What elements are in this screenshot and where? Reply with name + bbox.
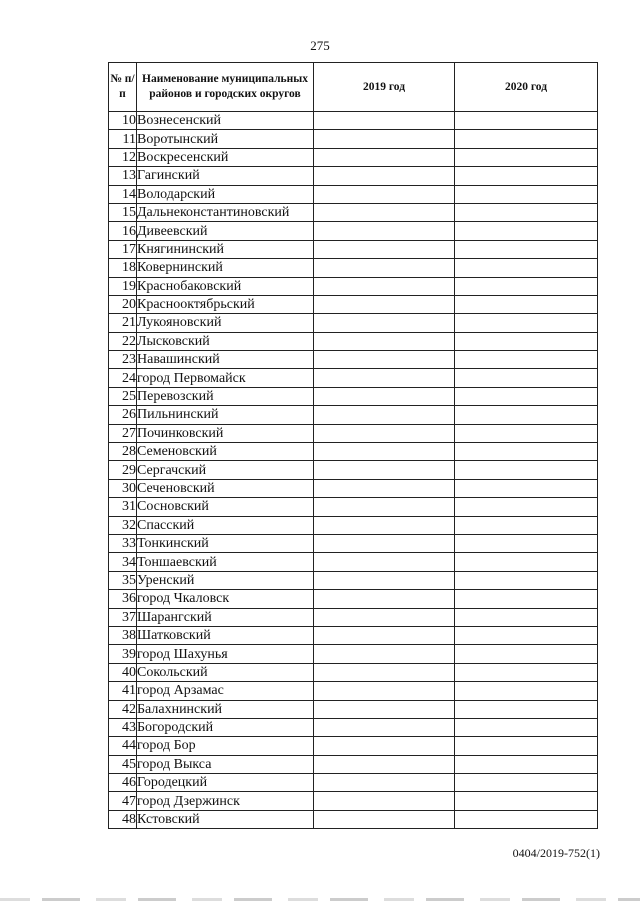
value-2019-cell [314, 240, 455, 258]
district-name-cell: Починковский [137, 424, 314, 442]
district-name-cell: Балахнинский [137, 700, 314, 718]
value-2020-cell [455, 277, 598, 295]
district-name-cell: Княгининский [137, 240, 314, 258]
table-row [109, 774, 598, 792]
table-row [109, 608, 598, 626]
table-row [109, 700, 598, 718]
district-name-cell: город Шахунья [137, 645, 314, 663]
row-number-cell: 46 [109, 774, 137, 792]
district-name-cell: Навашинский [137, 351, 314, 369]
row-number-cell: 23 [109, 351, 137, 369]
row-number-cell: 37 [109, 608, 137, 626]
value-2020-cell [455, 534, 598, 552]
districts-table [108, 62, 598, 829]
value-2019-cell [314, 314, 455, 332]
district-name-cell: Краснооктябрьский [137, 295, 314, 313]
value-2019-cell [314, 608, 455, 626]
district-name-cell: Пильнинский [137, 406, 314, 424]
value-2020-cell [455, 314, 598, 332]
district-name-cell: Спасский [137, 516, 314, 534]
table-row [109, 424, 598, 442]
table-row [109, 498, 598, 516]
value-2019-cell [314, 516, 455, 534]
row-number-cell: 20 [109, 295, 137, 313]
value-2019-cell [314, 792, 455, 810]
row-number-cell: 34 [109, 553, 137, 571]
value-2020-cell [455, 369, 598, 387]
table-row [109, 222, 598, 240]
value-2019-cell [314, 369, 455, 387]
table-row [109, 277, 598, 295]
row-number-cell: 44 [109, 737, 137, 755]
value-2019-cell [314, 203, 455, 221]
value-2020-cell [455, 810, 598, 828]
value-2020-cell [455, 498, 598, 516]
table-row [109, 792, 598, 810]
value-2019-cell [314, 424, 455, 442]
district-name-cell: Воскресенский [137, 148, 314, 166]
row-number-cell: 14 [109, 185, 137, 203]
table-row [109, 553, 598, 571]
table-row [109, 479, 598, 497]
value-2019-cell [314, 645, 455, 663]
table-row [109, 203, 598, 221]
table-row [109, 663, 598, 681]
value-2020-cell [455, 112, 598, 130]
district-name-cell: Уренский [137, 571, 314, 589]
table-body [109, 112, 598, 829]
value-2019-cell [314, 774, 455, 792]
table-row [109, 351, 598, 369]
district-name-cell: город Дзержинск [137, 792, 314, 810]
row-number-cell: 15 [109, 203, 137, 221]
district-name-cell: Тонкинский [137, 534, 314, 552]
value-2020-cell [455, 167, 598, 185]
table-row [109, 571, 598, 589]
table-row [109, 534, 598, 552]
row-number-cell: 33 [109, 534, 137, 552]
row-number-cell: 32 [109, 516, 137, 534]
district-name-cell: город Выкса [137, 755, 314, 773]
row-number-cell: 26 [109, 406, 137, 424]
district-name-cell: Лукояновский [137, 314, 314, 332]
row-number-cell: 47 [109, 792, 137, 810]
district-name-cell: Сокольский [137, 663, 314, 681]
value-2020-cell [455, 663, 598, 681]
district-name-cell: Ковернинский [137, 259, 314, 277]
value-2020-cell [455, 222, 598, 240]
value-2019-cell [314, 663, 455, 681]
district-name-cell: Сосновский [137, 498, 314, 516]
value-2020-cell [455, 700, 598, 718]
page-number: 275 [310, 38, 330, 53]
table-row [109, 626, 598, 644]
header-2020: 2020 год [455, 63, 598, 112]
table-row [109, 185, 598, 203]
value-2019-cell [314, 700, 455, 718]
district-name-cell: Шатковский [137, 626, 314, 644]
value-2019-cell [314, 626, 455, 644]
row-number-cell: 42 [109, 700, 137, 718]
district-name-cell: город Арзамас [137, 682, 314, 700]
table-row [109, 737, 598, 755]
value-2019-cell [314, 277, 455, 295]
row-number-cell: 12 [109, 148, 137, 166]
district-name-cell: Городецкий [137, 774, 314, 792]
table-row [109, 443, 598, 461]
row-number-cell: 16 [109, 222, 137, 240]
table-row [109, 645, 598, 663]
value-2019-cell [314, 682, 455, 700]
table-row [109, 387, 598, 405]
row-number-cell: 25 [109, 387, 137, 405]
value-2019-cell [314, 295, 455, 313]
document-code: 0404/2019-752(1) [512, 846, 600, 860]
value-2020-cell [455, 755, 598, 773]
row-number-cell: 31 [109, 498, 137, 516]
value-2020-cell [455, 626, 598, 644]
value-2020-cell [455, 461, 598, 479]
value-2020-cell [455, 203, 598, 221]
district-name-cell: Кстовский [137, 810, 314, 828]
row-number-cell: 27 [109, 424, 137, 442]
district-name-cell: Тоншаевский [137, 553, 314, 571]
table-row [109, 461, 598, 479]
table-row [109, 332, 598, 350]
row-number-cell: 24 [109, 369, 137, 387]
row-number-cell: 39 [109, 645, 137, 663]
value-2019-cell [314, 553, 455, 571]
scan-edge-artifact [0, 898, 640, 901]
table-row [109, 167, 598, 185]
table-row [109, 112, 598, 130]
row-number-cell: 21 [109, 314, 137, 332]
value-2019-cell [314, 332, 455, 350]
row-number-cell: 19 [109, 277, 137, 295]
district-name-cell: Сергачский [137, 461, 314, 479]
value-2020-cell [455, 479, 598, 497]
value-2020-cell [455, 259, 598, 277]
district-name-cell: Дальнеконстантиновский [137, 203, 314, 221]
row-number-cell: 18 [109, 259, 137, 277]
table-row [109, 682, 598, 700]
row-number-cell: 22 [109, 332, 137, 350]
value-2019-cell [314, 737, 455, 755]
row-number-cell: 38 [109, 626, 137, 644]
table-row [109, 755, 598, 773]
value-2020-cell [455, 424, 598, 442]
value-2019-cell [314, 461, 455, 479]
row-number-cell: 48 [109, 810, 137, 828]
value-2019-cell [314, 534, 455, 552]
row-number-cell: 11 [109, 130, 137, 148]
row-number-cell: 41 [109, 682, 137, 700]
table-row [109, 240, 598, 258]
district-name-cell: Володарский [137, 185, 314, 203]
row-number-cell: 40 [109, 663, 137, 681]
row-number-cell: 13 [109, 167, 137, 185]
value-2020-cell [455, 516, 598, 534]
row-number-cell: 28 [109, 443, 137, 461]
table-row [109, 295, 598, 313]
district-name-cell: Шарангский [137, 608, 314, 626]
value-2019-cell [314, 718, 455, 736]
value-2019-cell [314, 498, 455, 516]
value-2020-cell [455, 185, 598, 203]
value-2020-cell [455, 332, 598, 350]
value-2019-cell [314, 222, 455, 240]
value-2019-cell [314, 351, 455, 369]
value-2019-cell [314, 755, 455, 773]
value-2019-cell [314, 810, 455, 828]
row-number-cell: 29 [109, 461, 137, 479]
value-2019-cell [314, 259, 455, 277]
value-2020-cell [455, 590, 598, 608]
value-2019-cell [314, 112, 455, 130]
district-name-cell: Богородский [137, 718, 314, 736]
table-row [109, 148, 598, 166]
value-2020-cell [455, 608, 598, 626]
district-name-cell: город Бор [137, 737, 314, 755]
row-number-cell: 43 [109, 718, 137, 736]
district-name-cell: Дивеевский [137, 222, 314, 240]
value-2020-cell [455, 443, 598, 461]
value-2020-cell [455, 406, 598, 424]
value-2019-cell [314, 479, 455, 497]
header-2019: 2019 год [314, 63, 455, 112]
header-name: Наименование муниципальных районов и городских округов [137, 63, 314, 112]
district-name-cell: Семеновский [137, 443, 314, 461]
value-2020-cell [455, 240, 598, 258]
value-2020-cell [455, 148, 598, 166]
value-2020-cell [455, 130, 598, 148]
row-number-cell: 17 [109, 240, 137, 258]
table-row [109, 810, 598, 828]
table-row [109, 406, 598, 424]
value-2020-cell [455, 792, 598, 810]
value-2020-cell [455, 737, 598, 755]
district-name-cell: Перевозский [137, 387, 314, 405]
value-2019-cell [314, 590, 455, 608]
district-name-cell: Лысковский [137, 332, 314, 350]
district-name-cell: город Чкаловск [137, 590, 314, 608]
value-2020-cell [455, 553, 598, 571]
table-row [109, 590, 598, 608]
table-row [109, 130, 598, 148]
district-name-cell: Воротынский [137, 130, 314, 148]
value-2019-cell [314, 387, 455, 405]
value-2019-cell [314, 130, 455, 148]
value-2019-cell [314, 443, 455, 461]
district-name-cell: Вознесенский [137, 112, 314, 130]
value-2020-cell [455, 351, 598, 369]
value-2020-cell [455, 295, 598, 313]
value-2020-cell [455, 387, 598, 405]
row-number-cell: 10 [109, 112, 137, 130]
table-row [109, 314, 598, 332]
table-row [109, 718, 598, 736]
value-2020-cell [455, 718, 598, 736]
value-2020-cell [455, 682, 598, 700]
row-number-cell: 45 [109, 755, 137, 773]
value-2019-cell [314, 185, 455, 203]
district-name-cell: Сеченовский [137, 479, 314, 497]
row-number-cell: 35 [109, 571, 137, 589]
row-number-cell: 36 [109, 590, 137, 608]
district-name-cell: Гагинский [137, 167, 314, 185]
value-2020-cell [455, 774, 598, 792]
value-2019-cell [314, 148, 455, 166]
table-row [109, 369, 598, 387]
value-2020-cell [455, 645, 598, 663]
district-name-cell: Краснобаковский [137, 277, 314, 295]
value-2019-cell [314, 167, 455, 185]
table-header-row [109, 63, 598, 112]
district-name-cell: город Первомайск [137, 369, 314, 387]
value-2020-cell [455, 571, 598, 589]
table-row [109, 259, 598, 277]
value-2019-cell [314, 571, 455, 589]
header-number: № п/п [109, 63, 137, 112]
value-2019-cell [314, 406, 455, 424]
row-number-cell: 30 [109, 479, 137, 497]
table-row [109, 516, 598, 534]
